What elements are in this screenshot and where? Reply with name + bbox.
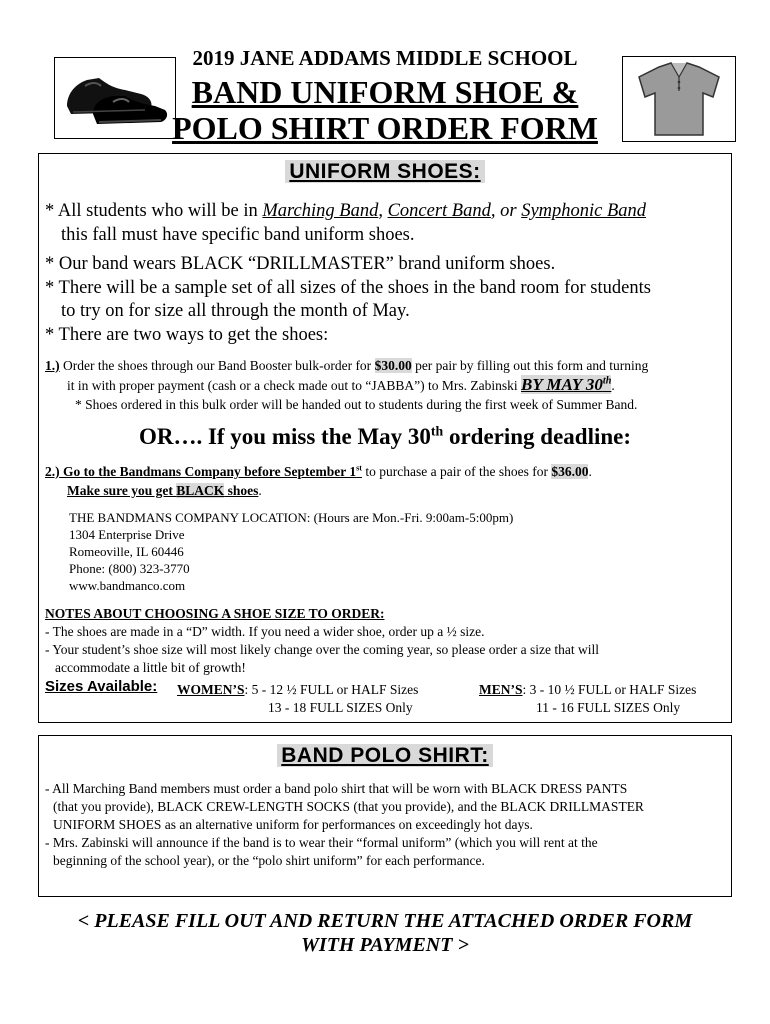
bullet-two-ways: * There are two ways to get the shoes:	[45, 325, 329, 345]
polo-para2-line1: - Mrs. Zabinski will announce if the band is to wear their “formal uniform” (which you will rent at the	[45, 835, 598, 850]
mens-sizes-line1: MEN’S: 3 - 10 ½ FULL or HALF Sizes	[479, 682, 697, 697]
band-polo-shirt-heading: BAND POLO SHIRT:	[39, 744, 731, 768]
note-width: - The shoes are made in a “D” width. If you need a wider shoe, order up a ½ size.	[45, 624, 485, 639]
polo-para1-line2: (that you provide), BLACK CREW-LENGTH SOCKS (that you provide), and the BLACK DRILLMASTER	[53, 799, 644, 814]
return-form-instruction-cont: WITH PAYMENT >	[301, 934, 469, 956]
school-name: 2019 JANE ADDAMS MIDDLE SCHOOL	[192, 46, 578, 70]
company-location: THE BANDMANS COMPANY LOCATION: (Hours are Mon.-Fri. 9:00am-5:00pm)	[69, 510, 514, 525]
bullet-all-students: * All students who will be in Marching Band, Concert Band, or Symphonic Band	[45, 201, 647, 221]
form-title-line2: POLO SHIRT ORDER FORM	[172, 110, 598, 146]
bullet-drillmaster: * Our band wears BLACK “DRILLMASTER” brand uniform shoes.	[45, 254, 556, 274]
option-2-line1: 2.) Go to the Bandmans Company before September 1st to purchase a pair of the shoes for $36.00.	[45, 463, 592, 479]
note-size-change-cont: accommodate a little bit of growth!	[55, 660, 246, 675]
company-city: Romeoville, IL 60446	[69, 544, 184, 559]
company-phone: Phone: (800) 323-3770	[69, 561, 190, 576]
company-website: www.bandmanco.com	[69, 578, 186, 593]
sizes-available-label: Sizes Available:	[45, 678, 158, 695]
polo-para1-line1: - All Marching Band members must order a band polo shirt that will be worn with BLACK DRESS PANTS	[45, 781, 628, 796]
company-street: 1304 Enterprise Drive	[69, 527, 185, 542]
uniform-shoes-heading: UNIFORM SHOES:	[39, 160, 731, 184]
option-1-note: * Shoes ordered in this bulk order will be handed out to students during the first week of Summer Band.	[75, 397, 638, 412]
form-title-line1: BAND UNIFORM SHOE &	[191, 74, 579, 110]
notes-heading: NOTES ABOUT CHOOSING A SHOE SIZE TO ORDER:	[45, 606, 385, 621]
return-form-instruction: < PLEASE FILL OUT AND RETURN THE ATTACHED ORDER FORM	[77, 910, 693, 932]
or-deadline-heading: OR…. If you miss the May 30th ordering deadline:	[138, 423, 632, 449]
band-polo-shirt-section	[38, 735, 732, 897]
option-2-line2: Make sure you get BLACK shoes.	[67, 483, 262, 498]
bullet-sample-set: * There will be a sample set of all sizes of the shoes in the band room for students	[45, 278, 651, 298]
option-1-line2: it in with proper payment (cash or a check made out to “JABBA”) to Mrs. Zabinski BY MAY 30th.	[67, 375, 615, 394]
bullet-sample-set-cont: to try on for size all through the month of May.	[61, 301, 410, 321]
mens-sizes-line2: 11 - 16 FULL SIZES Only	[536, 700, 681, 715]
polo-para2-line2: beginning of the school year), or the “polo shirt uniform” for each performance.	[53, 853, 485, 868]
option-1-line1: 1.) Order the shoes through our Band Booster bulk-order for $30.00 per pair by filling out this form and turning	[45, 358, 649, 373]
womens-sizes-line2: 13 - 18 FULL SIZES Only	[268, 700, 413, 715]
uniform-shoes-section	[38, 153, 732, 723]
note-size-change: - Your student’s shoe size will most likely change over the coming year, so please order a size that will	[45, 642, 599, 657]
bullet-all-students-cont: this fall must have specific band uniform shoes.	[61, 225, 415, 245]
womens-sizes-line1: WOMEN’S: 5 - 12 ½ FULL or HALF Sizes	[177, 682, 419, 697]
polo-para1-line3: UNIFORM SHOES as an alternative uniform for performances on exceedingly hot days.	[53, 817, 533, 832]
